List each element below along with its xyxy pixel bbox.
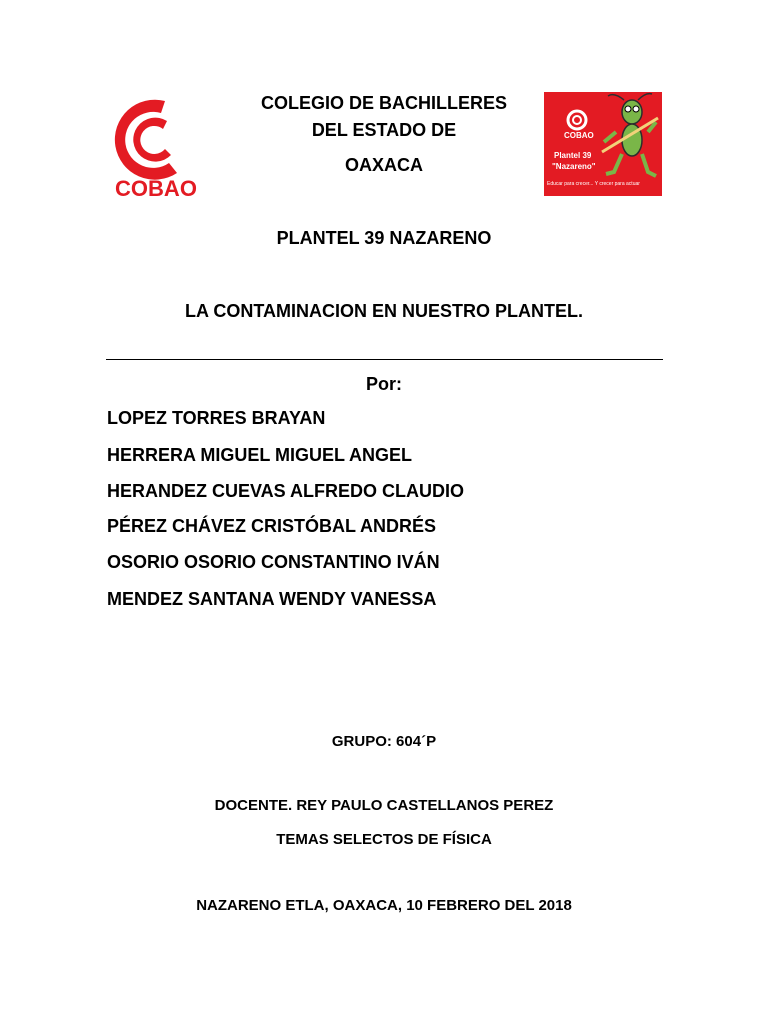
cobao-logo-icon: [105, 93, 207, 201]
document-title: LA CONTAMINACION EN NUESTRO PLANTEL.: [185, 301, 583, 321]
author-name: MENDEZ SANTANA WENDY VANESSA: [107, 589, 437, 609]
subject-label: TEMAS SELECTOS DE FÍSICA: [276, 831, 492, 848]
title-divider: [106, 359, 663, 360]
cobao-logo-left: [105, 93, 207, 201]
header-line-3: OAXACA: [344, 155, 423, 175]
author-name: OSORIO OSORIO CONSTANTINO IVÁN: [107, 552, 440, 572]
plantel-logo-slogan: Educar para crecer... Y crecer para actuar: [547, 181, 640, 187]
teacher-label: DOCENTE. REY PAULO CASTELLANOS PEREZ: [214, 797, 554, 814]
author-name: LOPEZ TORRES BRAYAN: [107, 408, 326, 428]
campus-name: PLANTEL 39 NAZARENO: [276, 228, 492, 248]
header-line-2: DEL ESTADO DE: [311, 120, 457, 140]
place-date-label: NAZARENO ETLA, OAXACA, 10 FEBRERO DEL 2018: [196, 897, 572, 914]
by-label: Por:: [366, 374, 402, 394]
header-line-1: COLEGIO DE BACHILLERES: [260, 93, 507, 113]
plantel-logo-right: [544, 92, 662, 196]
group-label: GRUPO: 604´P: [331, 733, 437, 750]
plantel-logo-line2: "Nazareno": [552, 162, 596, 171]
author-name: HERANDEZ CUEVAS ALFREDO CLAUDIO: [107, 481, 465, 501]
author-name: HERRERA MIGUEL MIGUEL ANGEL: [107, 445, 413, 465]
author-name: PÉREZ CHÁVEZ CRISTÓBAL ANDRÉS: [107, 516, 437, 536]
plantel-logo-brand: COBAO: [564, 131, 594, 140]
cobao-logo-text: COBAO: [115, 176, 197, 201]
plantel-logo-line1: Plantel 39: [554, 151, 592, 160]
